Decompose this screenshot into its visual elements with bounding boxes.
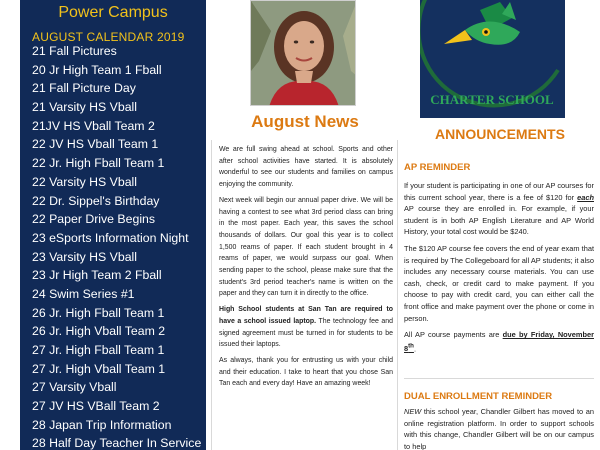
calendar-item: 23 eSports Information Night — [32, 230, 189, 245]
announcements-title: ANNOUNCEMENTS — [435, 126, 565, 142]
calendar-item: 21JV HS Vball Team 2 — [32, 118, 155, 133]
calendar-item: 22 Varsity HS Vball — [32, 174, 138, 189]
calendar-item: 21 Fall Pictures — [32, 44, 117, 58]
calendar-item: 21 Fall Picture Day — [32, 81, 136, 96]
ap-text: If your student is participating in one of our AP courses for this current school year, there is a fee of $120 for — [404, 181, 594, 202]
calendar-item: 21 Varsity HS Vball — [32, 100, 138, 115]
dual-emphasis: NEW — [404, 407, 422, 416]
section-divider — [404, 378, 594, 379]
ap-reminder-heading: AP REMINDER — [404, 162, 471, 173]
calendar-item: 22 JV HS Vball Team 1 — [32, 137, 159, 152]
ap-text: All AP course payments are — [404, 330, 503, 340]
calendar-item: 28 Half Day Teacher In Service — [32, 436, 202, 450]
news-paragraph: As always, thank you for entrusting us with your child and their education. I take to heart that you chose San Tan each and every day! Have an amazing week! — [219, 356, 393, 388]
logo-text: CHARTER SCHOOL — [430, 92, 554, 107]
calendar-item: 28 Japan Trip Information — [32, 417, 172, 432]
calendar-item: 27 Jr. High Vball Team 1 — [32, 361, 166, 376]
ap-due-date-text: due by Friday, November 8 — [404, 330, 594, 354]
dual-paragraph — [404, 406, 594, 450]
news-paragraph: We are full swing ahead at school. Sports and other after school activities have started. It is absolutely wonderful to see our students and families on campus enjoying the community. — [219, 146, 393, 189]
news-paragraph — [219, 304, 393, 351]
ap-emphasis: each — [577, 192, 594, 202]
principal-photo — [250, 0, 356, 106]
dual-text: this school year, Chandler Gilbert has moved to an online registration platform. In order to support schools with this change, Chandler Gilbert will be on our campus to help — [404, 407, 594, 450]
dual-enrollment-body — [404, 406, 594, 450]
calendar-item: 26 Jr. High Vball Team 2 — [32, 324, 166, 339]
announcements-column — [400, 0, 600, 450]
ap-paragraph — [404, 180, 594, 238]
laptop-notice-detail: The technology fee and signed agreement must be turned in for students to be issued their laptops. — [219, 317, 393, 349]
news-column — [215, 0, 395, 450]
calendar-item: 23 Jr High Team 2 Fball — [32, 268, 162, 283]
ap-reminder-body — [404, 180, 594, 360]
ap-due-date-suffix: th — [408, 342, 414, 350]
calendar-item: 27 JV HS VBall Team 2 — [32, 399, 160, 414]
ap-text: AP course they are enrolled in. For example, if your student is in both AP English Literature and AP World History, your total cost would be $240. — [404, 204, 594, 237]
column-divider — [397, 140, 398, 450]
ap-text: . — [413, 344, 416, 354]
dual-enrollment-heading: DUAL ENROLLMENT REMINDER — [404, 391, 553, 402]
ap-paragraph — [404, 329, 594, 355]
news-title: August News — [251, 112, 359, 131]
calendar-item: 22 Jr. High Fball Team 1 — [32, 156, 165, 171]
calendar-item: 27 Jr. High Fball Team 1 — [32, 343, 165, 357]
calendar-list — [32, 42, 201, 450]
column-divider — [211, 140, 212, 450]
news-paragraph: Next week will begin our annual paper drive. We will be having a contest to see what 3rd period class can bring in the most paper. Each year, this saves the school thousands of dollars. Our goal this year is to collect 1,500 reams of paper. If each student brought in 4 reams of paper, we would surpass our goal. When sending paper to the school, please make sure that the student's 3rd period teacher's name is written on the paper and they can turn it in directly to the office. — [219, 196, 393, 298]
school-logo — [420, 0, 565, 118]
calendar-heading: AUGUST CALENDAR 2019 — [32, 30, 185, 44]
ap-paragraph: The $120 AP course fee covers the end of year exam that is required by The Collegeboard for all AP students; it also includes any necessary course materials. You can use cash, check, or credit card to make payment. If you choose to pay with credit card, you can either call the front office and make payment over the phone or come in person. — [404, 243, 594, 323]
calendar-item: 20 Jr High Team 1 Fball — [32, 62, 162, 77]
laptop-notice: High School students at San Tan are required to have a school issued laptop. — [219, 306, 393, 325]
calendar-item: 22 Dr. Sippel's Birthday — [32, 193, 160, 208]
calendar-item: 27 Varsity Vball — [32, 380, 117, 395]
calendar-item: 24 Swim Series #1 — [32, 286, 135, 301]
calendar-item: 23 Varsity HS Vball — [32, 249, 138, 264]
calendar-panel — [20, 0, 206, 450]
calendar-item: 22 Paper Drive Begins — [32, 212, 156, 227]
news-body — [219, 144, 393, 394]
campus-title: Power Campus — [58, 4, 168, 21]
calendar-item: 26 Jr. High Fball Team 1 — [32, 305, 165, 320]
